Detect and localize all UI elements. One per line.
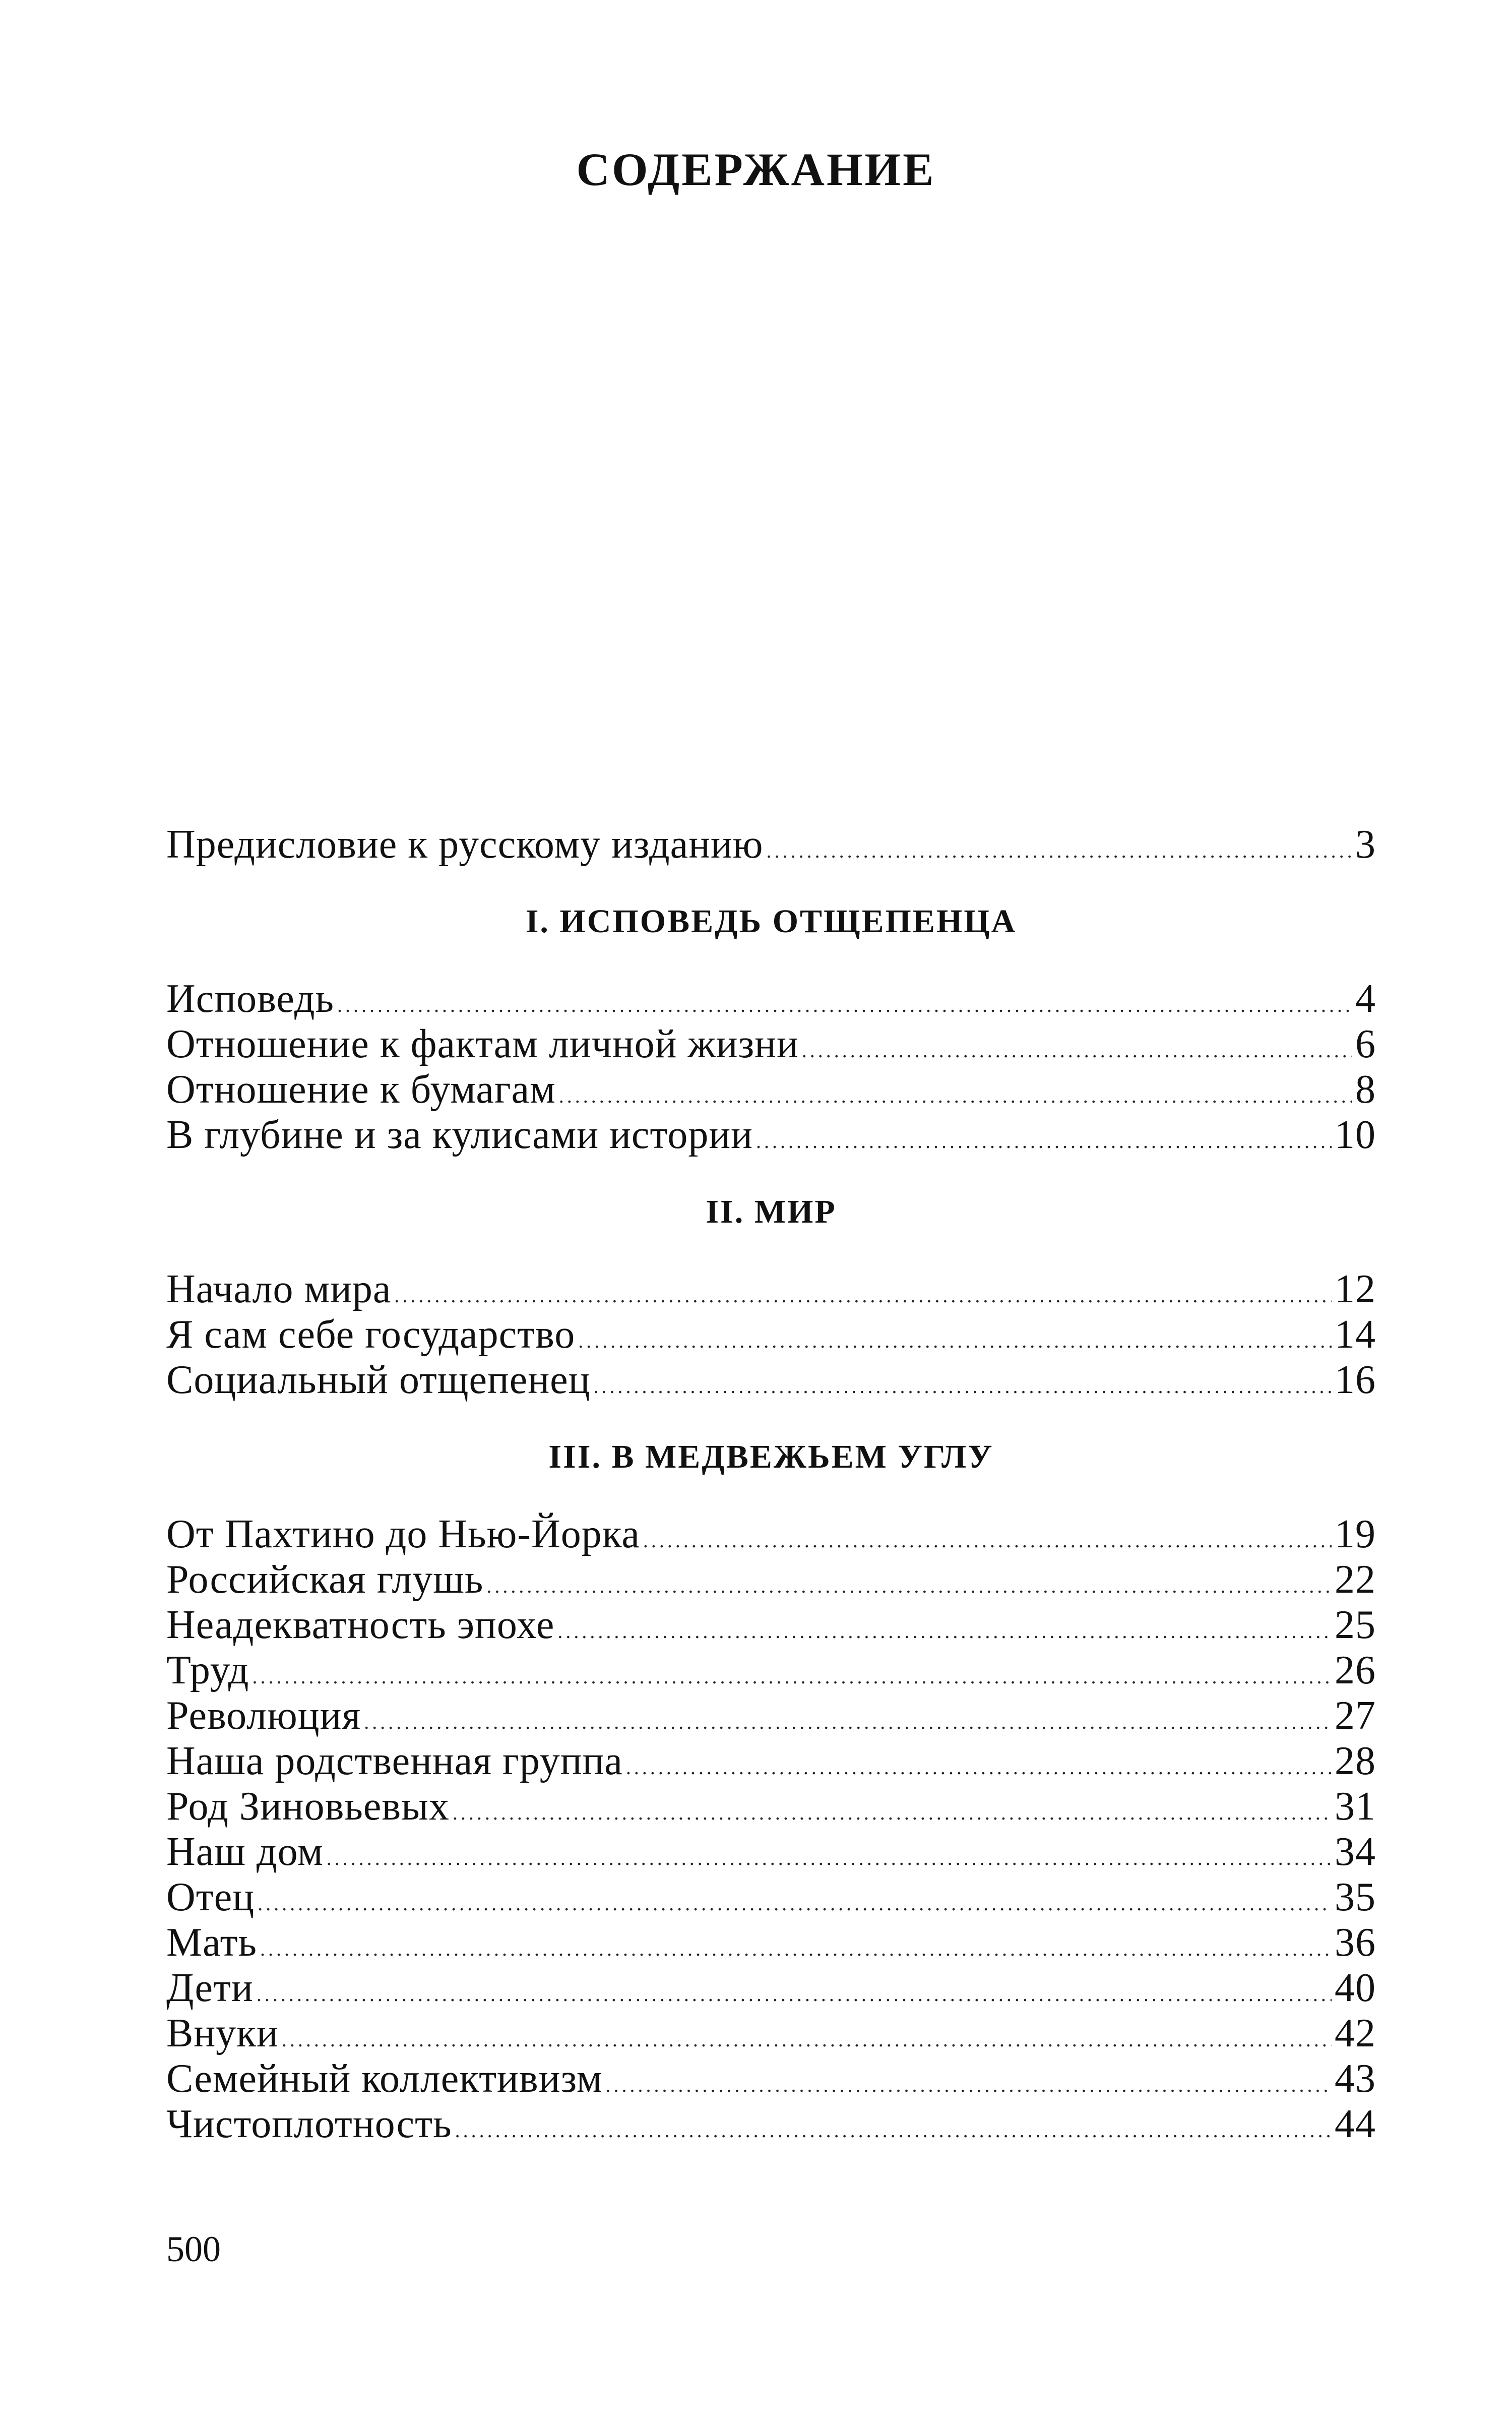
dot-leader [327,1836,1332,1881]
toc-entry-page: 10 [1335,1113,1376,1157]
toc-entry [166,1874,1376,1920]
toc-entry [166,1266,1376,1312]
toc-entry-page: 12 [1335,1267,1376,1311]
dot-leader [756,1119,1332,1164]
toc-entry-page: 6 [1355,1022,1376,1066]
toc-entry-page: 36 [1335,1920,1376,1965]
toc-entry-label: Семейный коллективизм [166,2056,603,2101]
toc-entry-page: 16 [1335,1358,1376,1402]
toc-entry-page: 31 [1335,1784,1376,1829]
dot-leader [606,2063,1332,2108]
toc-entry-label: Отец [166,1875,255,1919]
toc-entry [166,1357,1376,1403]
toc-entry-label: Отношение к фактам личной жизни [166,1022,799,1066]
toc-entry-label: Революция [166,1693,361,1738]
dot-leader [643,1518,1332,1563]
toc-entry [166,2056,1376,2101]
toc-entry [166,1557,1376,1602]
page-number: 500 [166,2229,221,2269]
dot-leader [260,1926,1332,1972]
toc-entry-page: 3 [1355,822,1376,867]
toc-entry-label: От Пахтино до Нью-Йорка [166,1512,640,1556]
toc-entry-label: В глубине и за кулисами истории [166,1113,753,1157]
toc-entry [166,1920,1376,1965]
toc-entry [166,1784,1376,1829]
section-heading-2: II. МИР [706,1193,837,1230]
dot-leader [578,1318,1332,1364]
toc-entry [166,976,1376,1021]
toc-entry-label: Чистоплотность [166,2102,452,2146]
toc-entry [166,1648,1376,1693]
toc-entry [166,2101,1376,2147]
toc-entry-page: 26 [1335,1648,1376,1692]
dot-leader [252,1654,1332,1700]
toc-entry-page: 35 [1335,1875,1376,1919]
toc-entry [166,1965,1376,2011]
toc-entry [166,1312,1376,1357]
toc-entry-label: Мать [166,1920,258,1965]
toc-entry-label: Неадекватность эпохе [166,1603,555,1647]
toc-entry-page: 34 [1335,1830,1376,1874]
dot-leader [557,1609,1332,1654]
toc-entry-page: 44 [1335,2102,1376,2146]
toc-entry-preface [166,822,1376,867]
toc-entry-page: 43 [1335,2056,1376,2101]
toc-entry-page: 19 [1335,1512,1376,1556]
dot-leader [626,1745,1332,1790]
toc-entry [166,1511,1376,1557]
toc-entry [166,1067,1376,1112]
dot-leader [258,1881,1332,1926]
toc-entry-page: 8 [1355,1067,1376,1112]
toc-entry [166,1738,1376,1784]
toc-entry-label: Отношение к бумагам [166,1067,556,1112]
toc-entry-label: Наша родственная группа [166,1739,623,1783]
toc-entry [166,1602,1376,1648]
dot-leader [453,1790,1332,1836]
toc-entry-label: Социальный отщепенец [166,1358,591,1402]
toc-entry-label: Предисловие к русскому изданию [166,822,764,867]
toc-entry-label: Род Зиновьевых [166,1784,450,1829]
toc-entry [166,1693,1376,1738]
toc-entry-label: Труд [166,1648,249,1692]
toc-entry-page: 40 [1335,1966,1376,2010]
dot-leader [486,1563,1332,1609]
table-of-contents [166,822,1376,2147]
toc-entry-label: Внуки [166,2011,279,2055]
dot-leader [767,828,1352,874]
toc-entry-label: Я сам себе государство [166,1312,576,1357]
toc-entry-page: 42 [1335,2011,1376,2055]
toc-entry-label: Дети [166,1966,254,2010]
section-heading-1: I. ИСПОВЕДЬ ОТЩЕПЕНЦА [525,903,1017,940]
toc-entry-page: 22 [1335,1557,1376,1602]
dot-leader [593,1364,1332,1409]
dot-leader [257,1972,1332,2017]
toc-entry [166,2011,1376,2056]
toc-entry [166,1829,1376,1874]
toc-entry [166,1112,1376,1158]
toc-entry-label: Начало мира [166,1267,392,1311]
toc-entry-page: 4 [1355,977,1376,1021]
page-title: СОДЕРЖАНИЕ [576,144,936,195]
toc-entry-page: 14 [1335,1312,1376,1357]
toc-entry-label: Исповедь [166,977,335,1021]
toc-entry-label: Наш дом [166,1830,324,1874]
dot-leader [802,1028,1352,1073]
section-heading-3: III. В МЕДВЕЖЬЕМ УГЛУ [548,1438,994,1475]
toc-entry-page: 27 [1335,1693,1376,1738]
dot-leader [455,2108,1332,2153]
toc-entry-page: 28 [1335,1739,1376,1783]
toc-entry [166,1021,1376,1067]
toc-entry-label: Российская глушь [166,1557,484,1602]
toc-entry-page: 25 [1335,1603,1376,1647]
